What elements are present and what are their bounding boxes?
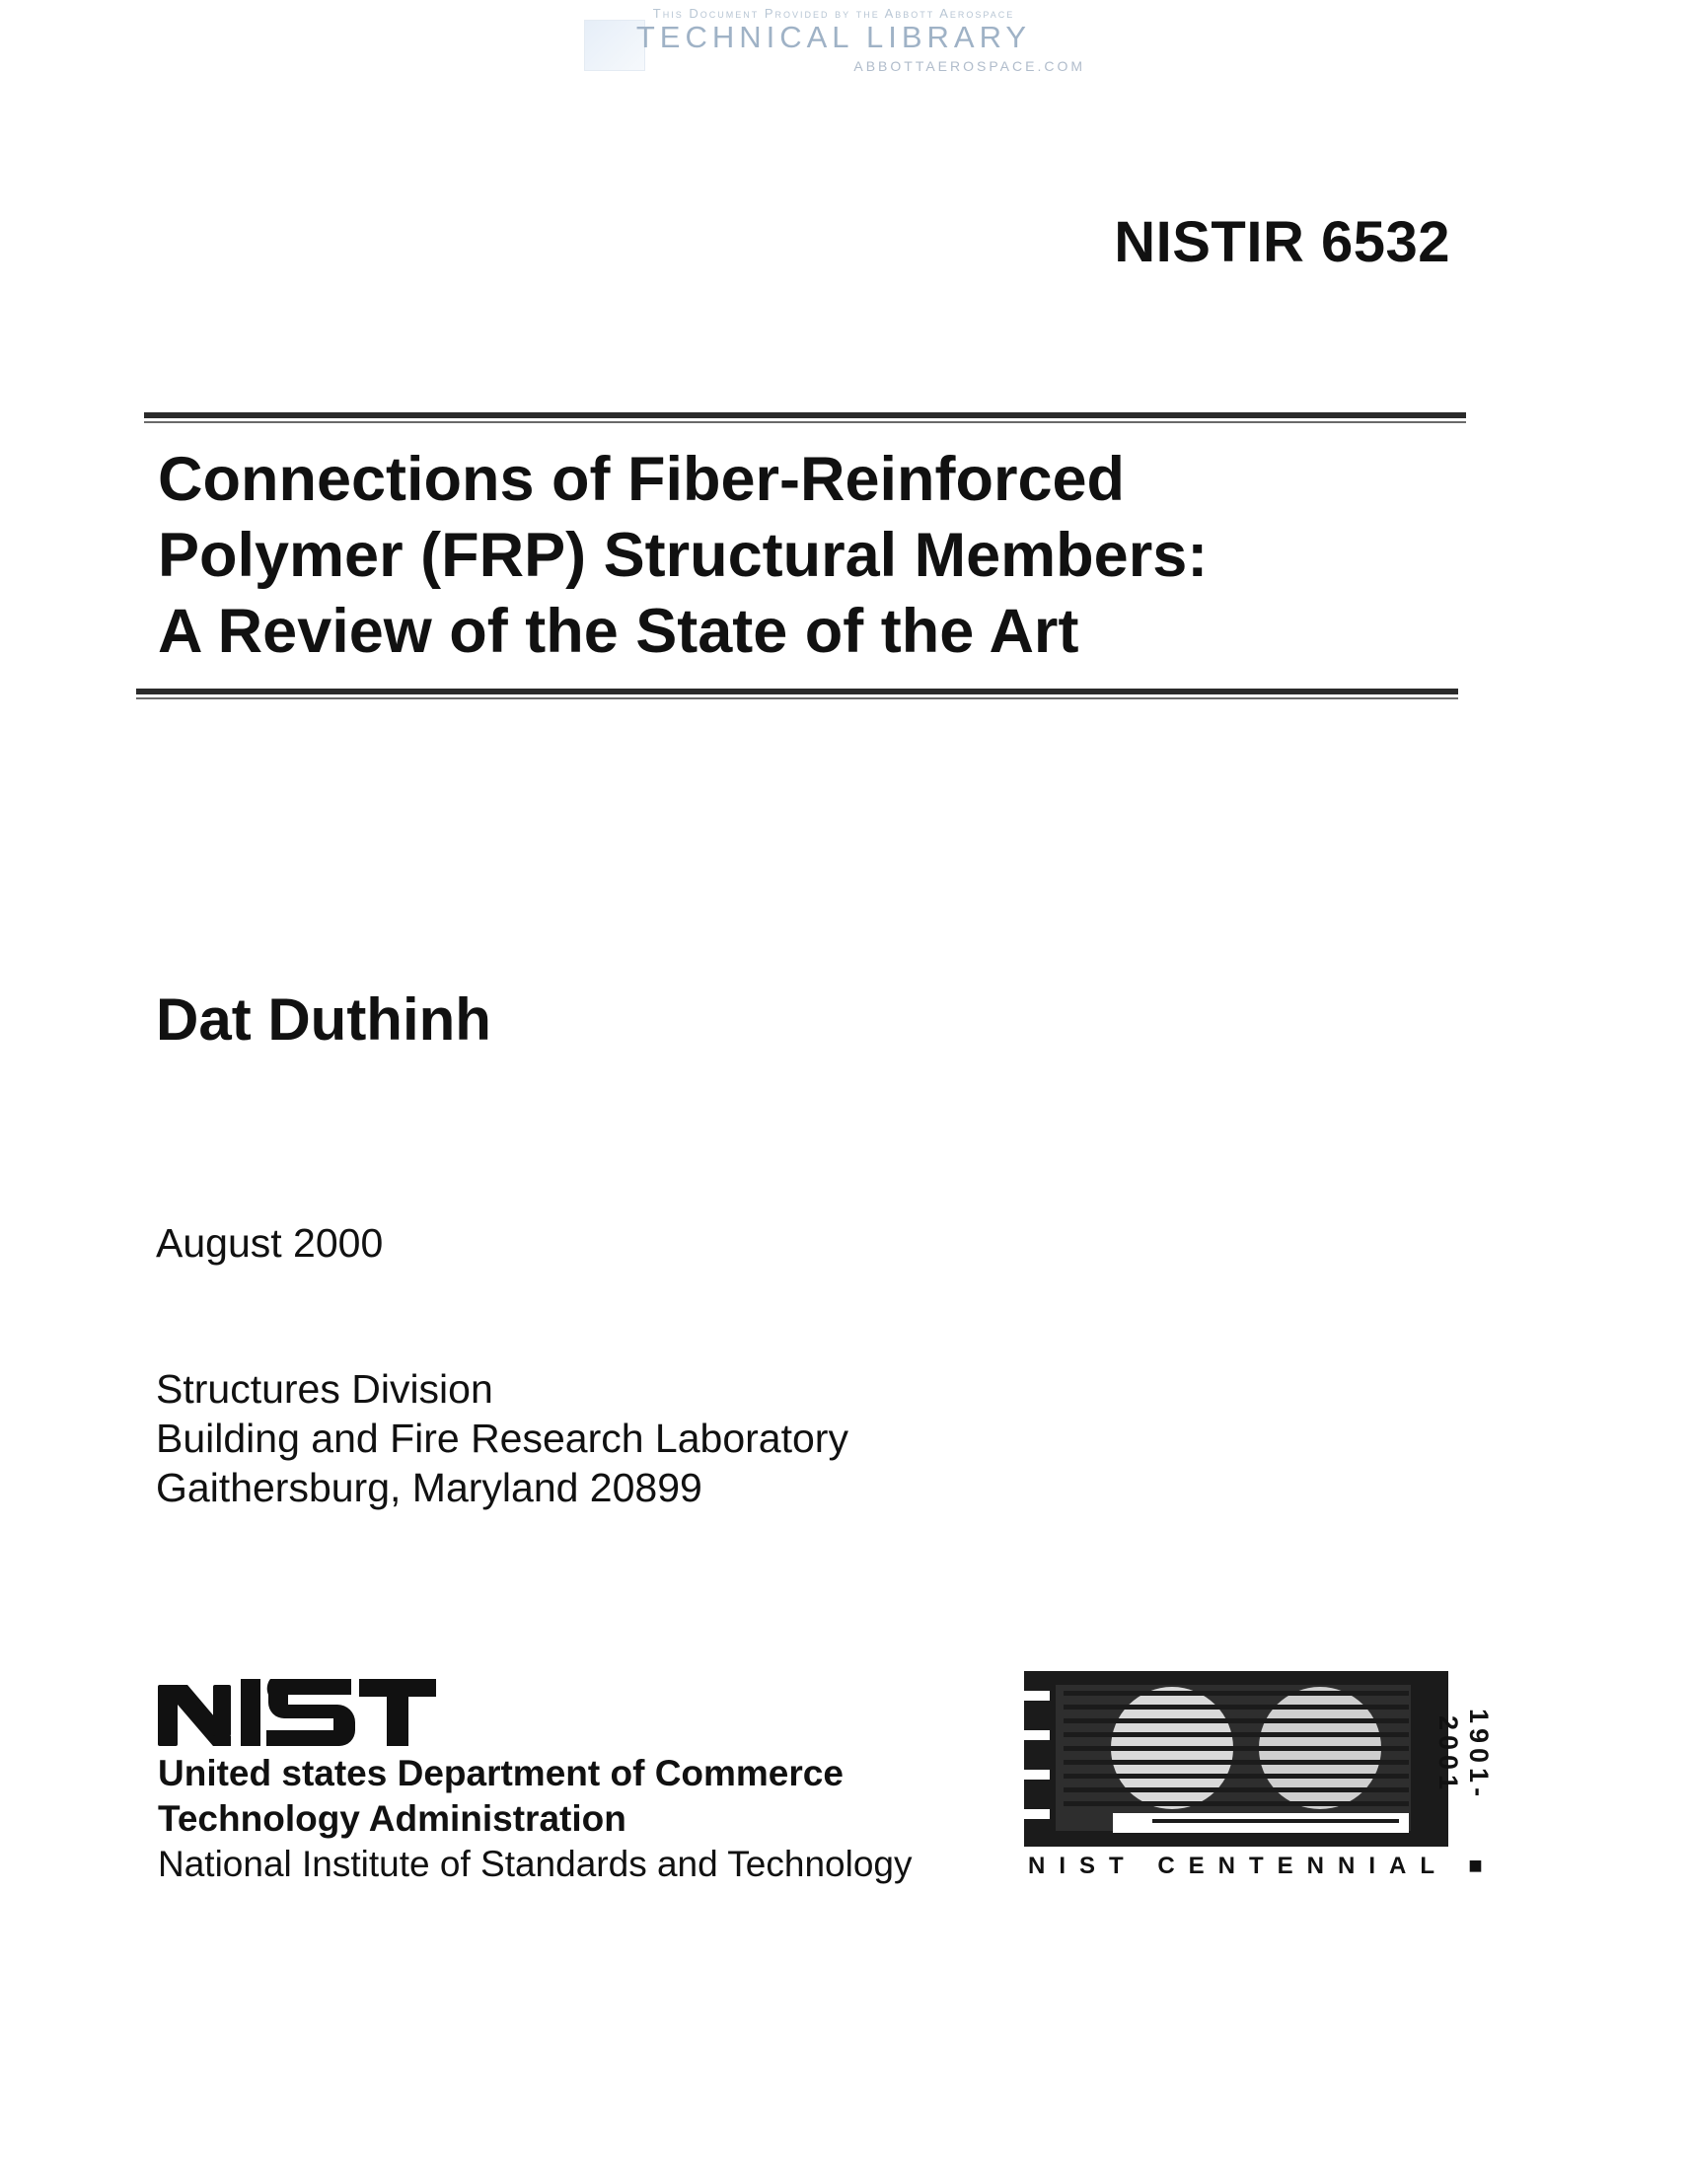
nist-centennial-emblem [1024,1671,1498,1880]
title-line: Connections of Fiber-Reinforced [158,445,1126,514]
nist-logo [158,1677,436,1748]
centennial-graphic [1024,1671,1448,1847]
report-number: NISTIR 6532 [1114,210,1450,274]
watermark-library-name: TECHNICAL LIBRARY [635,20,1032,54]
watermark-provided-by: This Document Provided by the Abbott Aerospace [652,6,1015,21]
title-rule-top-secondary [144,421,1466,423]
title-line: Polymer (FRP) Structural Members: [158,521,1209,590]
document-title [158,442,1440,670]
centennial-label-text: NIST CENTENNIAL [1028,1853,1448,1879]
centennial-years: 1901-2001 [1434,1708,1494,1802]
author-name: Dat Duthinh [156,986,491,1053]
title-line: A Review of the State of the Art [158,597,1079,666]
institute-name: National Institute of Standards and Technology [158,1844,913,1884]
agency-block [158,1751,913,1887]
division-address [156,1364,848,1512]
centennial-label: NIST CENTENNIAL ■ [1028,1853,1497,1879]
address-line: Gaithersburg, Maryland 20899 [156,1465,702,1510]
library-watermark [552,2,1105,74]
watermark-website: ABBOTTAEROSPACE.COM [853,58,1085,74]
administration-name: Technology Administration [158,1798,626,1839]
title-rule-top [144,412,1466,418]
publication-date: August 2000 [156,1220,384,1266]
address-line: Building and Fire Research Laboratory [156,1416,848,1461]
department-name: United states Department of Commerce [158,1753,844,1793]
title-rule-bottom [136,689,1458,694]
address-line: Structures Division [156,1366,493,1412]
title-rule-bottom-secondary [136,697,1458,699]
